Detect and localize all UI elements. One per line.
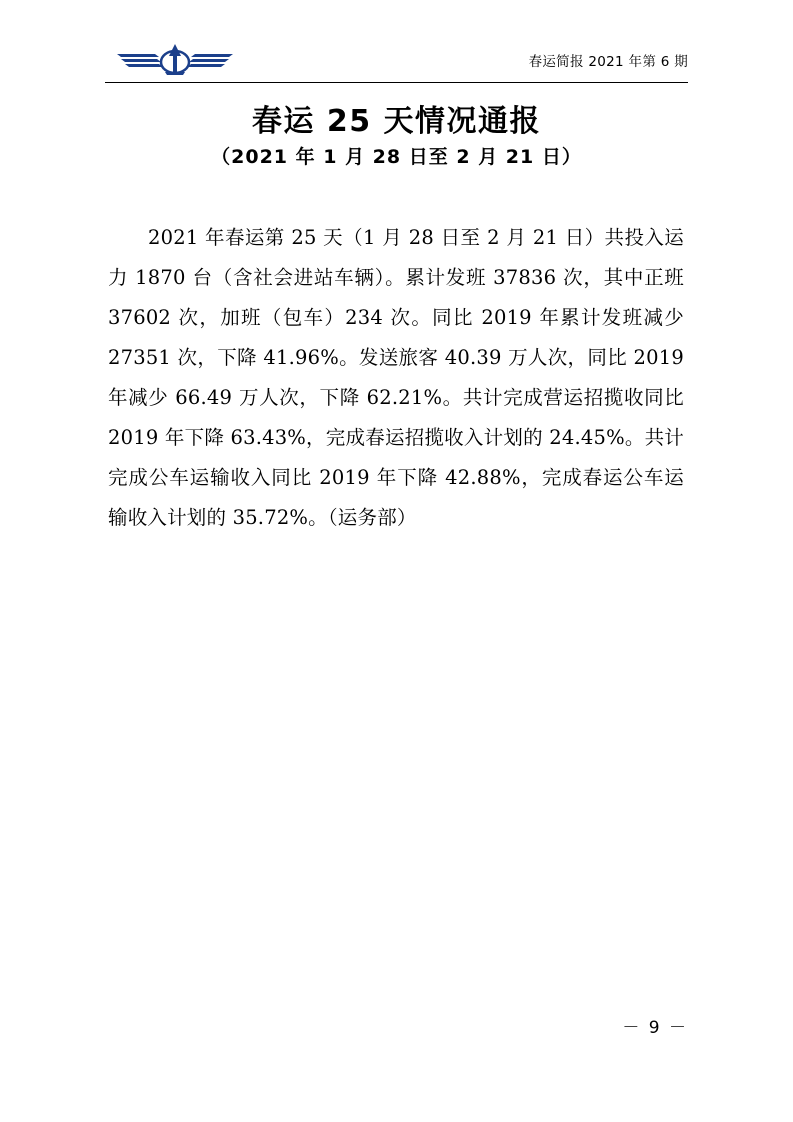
body-paragraph: 2021 年春运第 25 天（1 月 28 日至 2 月 21 日）共投入运力 1870 台（含社会进站车辆）。累计发班 37836 次，其中正班 37602 次，加班（包车）234 次。同比 2019 年累计发班减少 27351 次，下降 41.96%。发送旅客 40.39 万人次，同比 2019 年减少 66.49 万人次，下降 62.21%。共计完成营运招揽收同比 2019 年下降 63.43%，完成春运招揽收入计划的 24.45%。共计完成公车运输收入同比 2019 年下降 42.88%，完成春运公车运输收入计划的 35.72%。（运务部）: [108, 226, 684, 529]
header-divider: [105, 82, 688, 83]
page-subtitle: （2021 年 1 月 28 日至 2 月 21 日）: [211, 146, 582, 168]
page-title: 春运 25 天情况通报: [251, 104, 542, 139]
page-number: － 9 －: [622, 1018, 688, 1038]
page-header: [105, 40, 688, 84]
winged-emblem-logo-icon: [115, 42, 235, 78]
header-issue-label: 春运简报 2021 年第 6 期: [528, 54, 688, 70]
